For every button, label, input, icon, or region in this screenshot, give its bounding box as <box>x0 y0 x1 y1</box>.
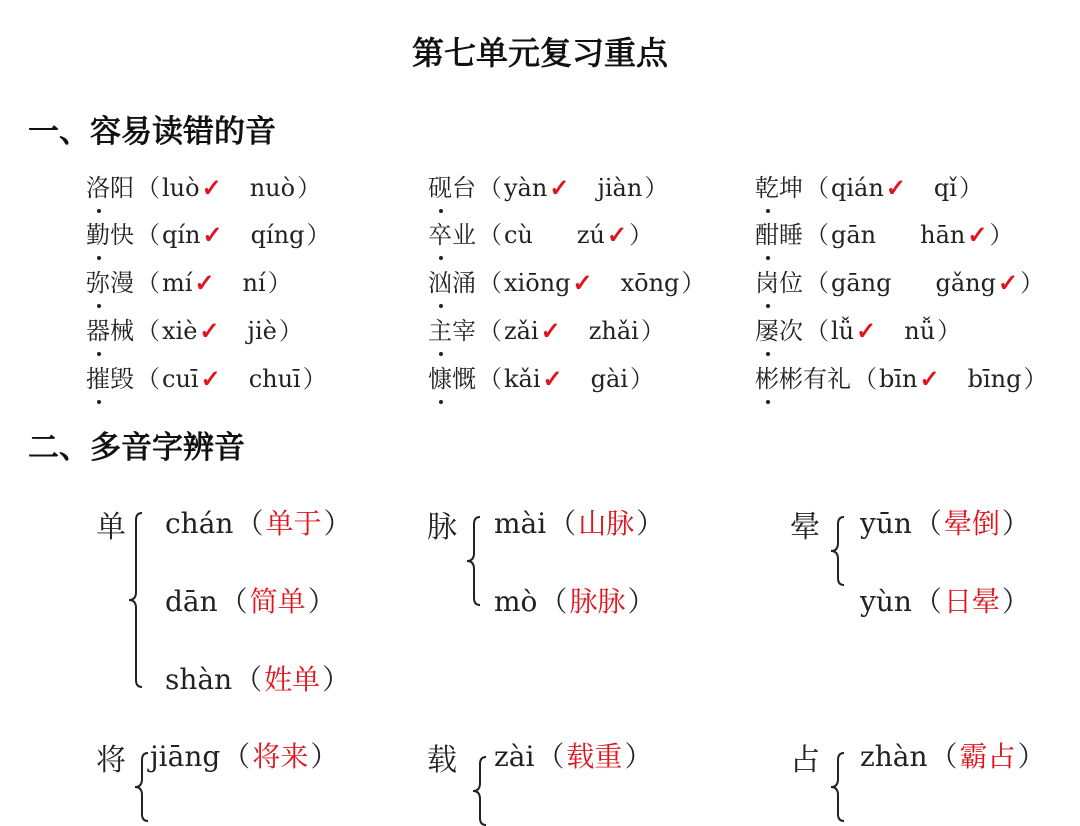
reading-word: 器械 <box>86 311 134 346</box>
brace-icon <box>124 512 148 688</box>
close-paren: ） <box>644 174 669 202</box>
check-icon: ✓ <box>998 268 1019 297</box>
open-paren: （ <box>548 507 577 540</box>
pinyin-option-a: mí <box>162 269 193 297</box>
reading-word: 汹涌 <box>428 263 476 298</box>
open-paren: （ <box>219 585 248 618</box>
pinyin-option-b: jiè <box>247 317 277 345</box>
polyphone-char: 晕 <box>790 510 820 545</box>
polyphone-char: 载 <box>427 743 457 778</box>
pinyin-option-a: xiōng <box>504 269 571 297</box>
open-paren: （ <box>478 174 502 202</box>
pinyin-option-a: yàn <box>504 174 548 202</box>
close-paren: ） <box>322 663 351 696</box>
pinyin-option-b: jiàn <box>597 174 643 202</box>
reading-word: 主宰 <box>428 311 476 346</box>
reading-item <box>428 168 670 203</box>
pinyin-option-a: gāng <box>831 269 892 297</box>
polyphone-reading <box>860 735 1048 775</box>
open-paren: （ <box>222 740 251 773</box>
close-paren: ） <box>630 365 654 393</box>
reading-word: 洛阳 <box>86 168 134 203</box>
check-icon: ✓ <box>967 220 988 249</box>
close-paren: ） <box>627 585 656 618</box>
polyphone-reading <box>494 735 654 775</box>
reading-item <box>86 215 332 250</box>
close-paren: ） <box>937 317 962 345</box>
reading-item <box>428 215 655 250</box>
reading-pinyin: zhàn <box>860 740 928 773</box>
check-icon: ✓ <box>201 173 222 202</box>
pinyin-option-a: luò <box>162 174 200 202</box>
close-paren: ） <box>278 317 303 345</box>
polyphone-reading <box>860 502 1032 542</box>
reading-word: 摧毁 <box>86 359 134 394</box>
pinyin-option-b: zhǎi <box>588 317 639 345</box>
pinyin-option-b: nuò <box>249 174 296 202</box>
polyphone-char: 单 <box>96 510 126 545</box>
open-paren: （ <box>853 365 877 393</box>
pinyin-option-a: lǚ <box>831 317 855 345</box>
reading-word: 彬彬有礼 <box>755 359 851 394</box>
emphasis-dot <box>97 352 101 356</box>
reading-item <box>755 168 985 203</box>
open-paren: （ <box>478 221 502 249</box>
close-paren: ） <box>323 507 352 540</box>
reading-word: 弥漫 <box>86 263 134 298</box>
check-icon: ✓ <box>542 364 563 393</box>
pinyin-option-a: qín <box>162 221 201 249</box>
open-paren: （ <box>136 365 160 393</box>
check-icon: ✓ <box>540 316 561 345</box>
close-paren: ） <box>629 221 654 249</box>
pinyin-option-b: gài <box>590 365 628 393</box>
close-paren: ） <box>1023 365 1048 393</box>
open-paren: （ <box>478 269 502 297</box>
open-paren: （ <box>805 269 829 297</box>
close-paren: ） <box>310 740 339 773</box>
polyphone-reading <box>494 580 657 620</box>
pinyin-option-a: qián <box>831 174 884 202</box>
close-paren: ） <box>640 317 665 345</box>
emphasis-dot <box>97 400 101 404</box>
reading-pinyin: mò <box>494 585 538 618</box>
polyphone-reading <box>150 735 340 775</box>
reading-item <box>428 359 656 394</box>
reading-word: 屡次 <box>755 311 803 346</box>
close-paren: ） <box>302 365 327 393</box>
reading-pinyin: yùn <box>860 585 912 618</box>
open-paren: （ <box>805 317 829 345</box>
close-paren: ） <box>989 221 1014 249</box>
pinyin-option-b: hān <box>920 221 966 249</box>
open-paren: （ <box>805 174 829 202</box>
polyphone-reading <box>165 502 354 542</box>
polyphone-reading <box>494 502 666 542</box>
reading-item <box>428 263 707 298</box>
pinyin-option-b: xōng <box>620 269 680 297</box>
close-paren: ） <box>624 740 653 773</box>
check-icon: ✓ <box>572 268 593 297</box>
close-paren: ） <box>1001 507 1030 540</box>
reading-item <box>755 359 1049 394</box>
check-icon: ✓ <box>856 316 877 345</box>
close-paren: ） <box>1017 740 1046 773</box>
close-paren: ） <box>1001 585 1030 618</box>
page-title: 第七单元复习重点 <box>411 34 668 72</box>
open-paren: （ <box>478 317 502 345</box>
reading-pinyin: shàn <box>165 663 233 696</box>
close-paren: ） <box>307 585 336 618</box>
pinyin-option-a: bīn <box>879 365 918 393</box>
emphasis-dot <box>439 256 443 260</box>
example-word: 脉脉 <box>569 585 626 618</box>
brace-icon <box>468 756 492 826</box>
emphasis-dot <box>97 304 101 308</box>
reading-word: 乾坤 <box>755 168 803 203</box>
open-paren: （ <box>136 174 160 202</box>
polyphone-reading <box>860 580 1032 620</box>
reading-item <box>428 311 667 346</box>
polyphone-char: 占 <box>790 743 820 778</box>
emphasis-dot <box>766 400 770 404</box>
reading-item <box>755 311 963 346</box>
example-word: 将来 <box>252 740 309 773</box>
brace-icon <box>826 752 850 822</box>
section-heading-reading: 一、容易读错的音 <box>28 114 276 150</box>
open-paren: （ <box>136 221 160 249</box>
close-paren: ） <box>1020 269 1045 297</box>
pinyin-option-b: qǐ <box>933 174 957 202</box>
reading-item <box>755 215 1015 250</box>
pinyin-option-a: gān <box>831 221 877 249</box>
check-icon: ✓ <box>607 220 628 249</box>
close-paren: ） <box>306 221 331 249</box>
pinyin-option-a: xiè <box>162 317 198 345</box>
reading-word: 酣睡 <box>755 215 803 250</box>
example-word: 晕倒 <box>943 507 1000 540</box>
pinyin-option-b: zú <box>576 221 606 249</box>
reading-pinyin: mài <box>494 507 547 540</box>
emphasis-dot <box>766 304 770 308</box>
reading-pinyin: chán <box>165 507 234 540</box>
check-icon: ✓ <box>885 173 906 202</box>
reading-word: 砚台 <box>428 168 476 203</box>
reading-item <box>86 263 294 298</box>
open-paren: （ <box>805 221 829 249</box>
pinyin-option-b: ní <box>242 269 266 297</box>
reading-word: 慷慨 <box>428 359 476 394</box>
close-paren: ） <box>297 174 322 202</box>
example-word: 载重 <box>566 740 623 773</box>
open-paren: （ <box>136 269 160 297</box>
open-paren: （ <box>539 585 568 618</box>
check-icon: ✓ <box>202 220 223 249</box>
emphasis-dot <box>766 209 770 213</box>
emphasis-dot <box>766 256 770 260</box>
pinyin-option-b: qíng <box>250 221 305 249</box>
pinyin-option-a: cù <box>504 221 533 249</box>
open-paren: （ <box>234 663 263 696</box>
pinyin-option-a: zǎi <box>504 317 539 345</box>
open-paren: （ <box>136 317 160 345</box>
pinyin-option-b: gǎng <box>935 269 996 297</box>
emphasis-dot <box>97 256 101 260</box>
example-word: 姓单 <box>264 663 321 696</box>
pinyin-option-b: bīng <box>967 365 1022 393</box>
open-paren: （ <box>913 507 942 540</box>
check-icon: ✓ <box>549 173 570 202</box>
open-paren: （ <box>235 507 264 540</box>
pinyin-option-b: chuī <box>248 365 301 393</box>
open-paren: （ <box>929 740 958 773</box>
reading-pinyin: yūn <box>860 507 912 540</box>
emphasis-dot <box>766 352 770 356</box>
open-paren: （ <box>913 585 942 618</box>
example-word: 霸占 <box>959 740 1016 773</box>
example-word: 山脉 <box>578 507 635 540</box>
polyphone-char: 将 <box>96 743 126 778</box>
reading-item <box>86 311 305 346</box>
pinyin-option-b: nǚ <box>904 317 936 345</box>
emphasis-dot <box>439 304 443 308</box>
reading-word: 岗位 <box>755 263 803 298</box>
reading-pinyin: jiāng <box>150 740 221 773</box>
polyphone-char: 脉 <box>427 510 457 545</box>
example-word: 日晕 <box>943 585 1000 618</box>
emphasis-dot <box>439 400 443 404</box>
reading-word: 勤快 <box>86 215 134 250</box>
close-paren: ） <box>267 269 292 297</box>
check-icon: ✓ <box>199 316 220 345</box>
brace-icon <box>462 516 486 606</box>
polyphone-reading <box>165 580 338 620</box>
reading-pinyin: zài <box>494 740 535 773</box>
emphasis-dot <box>439 209 443 213</box>
example-word: 单于 <box>265 507 322 540</box>
polyphone-reading <box>165 658 352 698</box>
example-word: 简单 <box>249 585 306 618</box>
reading-item <box>86 359 329 394</box>
emphasis-dot <box>439 352 443 356</box>
check-icon: ✓ <box>200 364 221 393</box>
pinyin-option-a: cuī <box>162 365 199 393</box>
open-paren: （ <box>536 740 565 773</box>
close-paren: ） <box>636 507 665 540</box>
reading-item <box>755 263 1046 298</box>
emphasis-dot <box>97 209 101 213</box>
close-paren: ） <box>681 269 706 297</box>
brace-icon <box>826 516 850 586</box>
reading-item <box>86 168 323 203</box>
check-icon: ✓ <box>194 268 215 297</box>
open-paren: （ <box>478 365 502 393</box>
close-paren: ） <box>958 174 983 202</box>
reading-word: 卒业 <box>428 215 476 250</box>
reading-pinyin: dān <box>165 585 218 618</box>
pinyin-option-a: kǎi <box>504 365 541 393</box>
section-heading-polyphones: 二、多音字辨音 <box>28 430 245 466</box>
check-icon: ✓ <box>919 364 940 393</box>
